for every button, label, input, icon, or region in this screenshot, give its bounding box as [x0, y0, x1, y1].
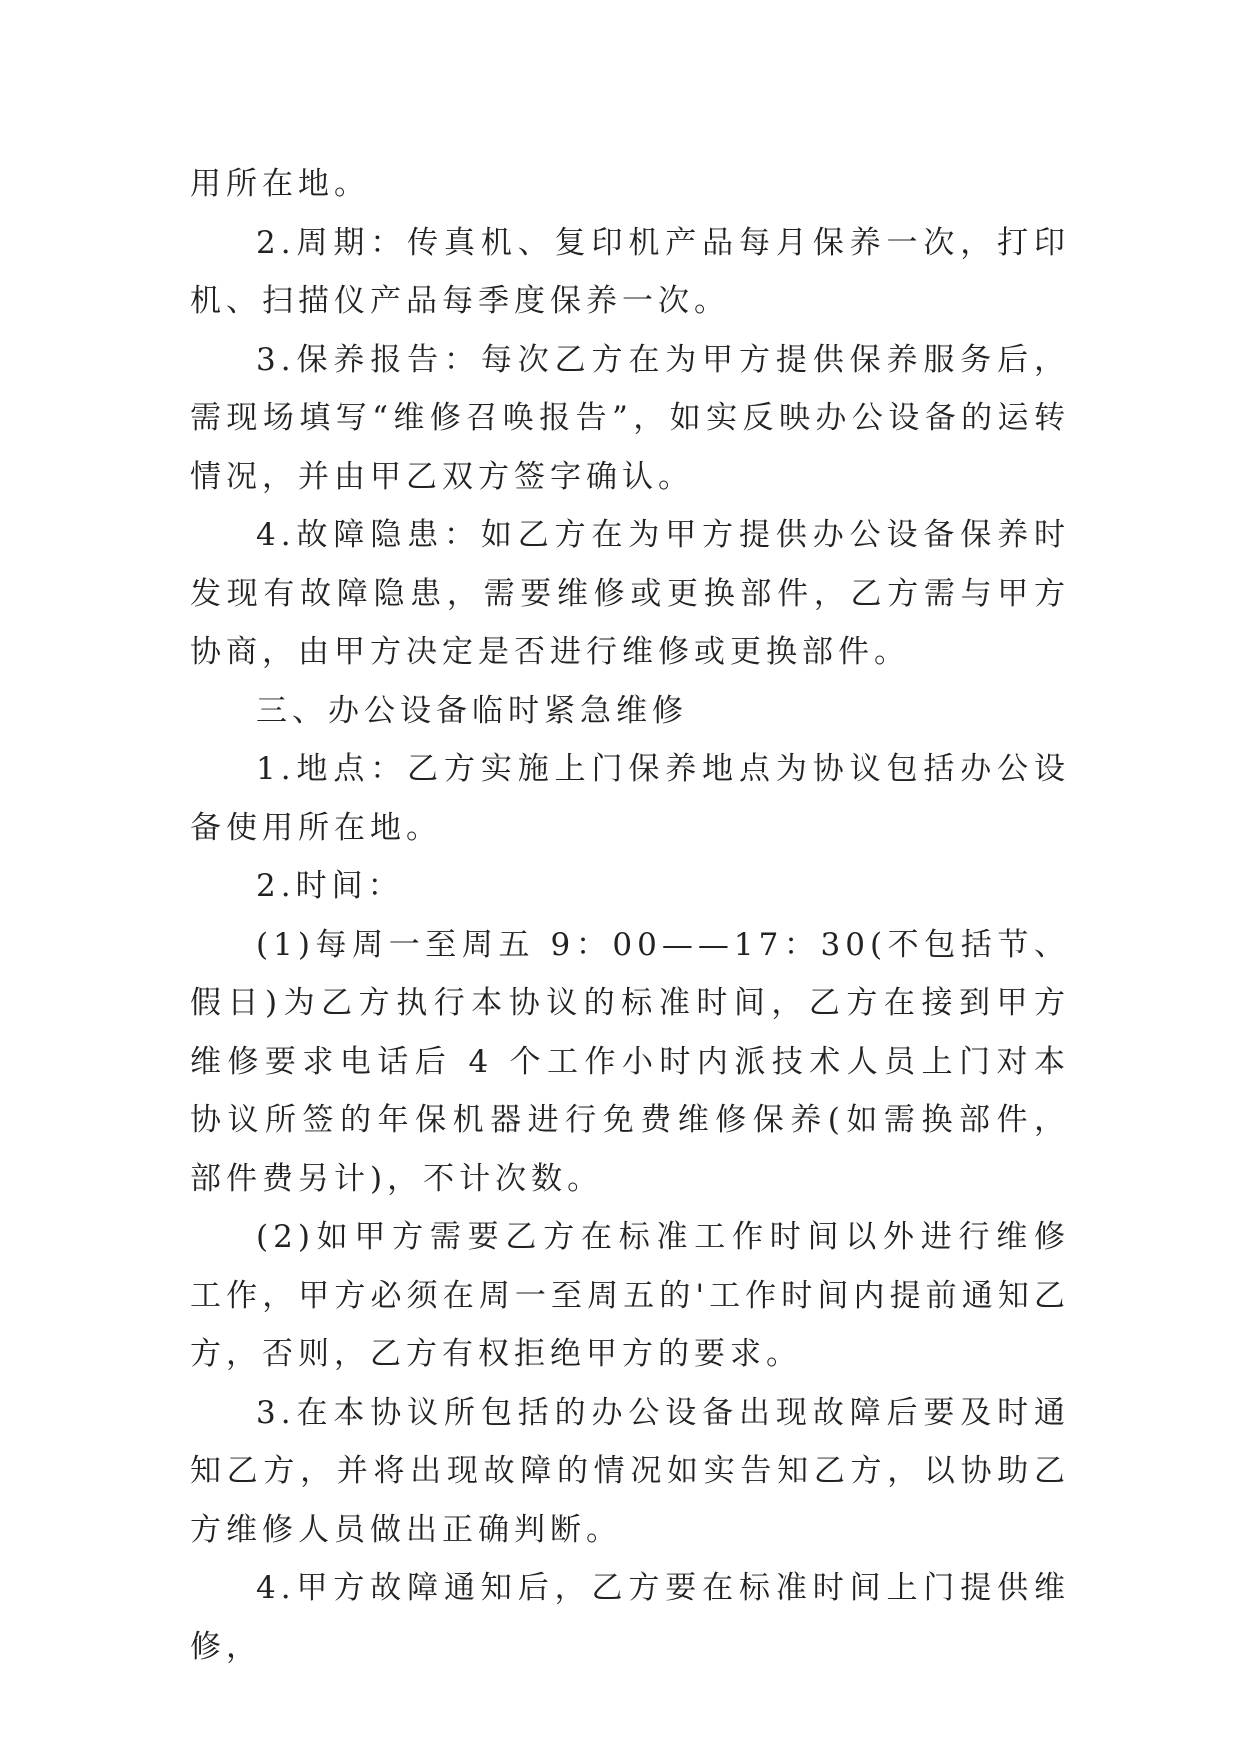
paragraph-fault-hazard: 4.故障隐患：如乙方在为甲方提供办公设备保养时发现有故障隐患，需要维修或更换部件，乙方需与甲方协商，由甲方决定是否进行维修或更换部件。: [190, 517, 1070, 670]
paragraph-onsite-repair: 4.甲方故障通知后，乙方要在标准时间上门提供维修，: [190, 1570, 1070, 1665]
paragraph-off-hours: (2)如甲方需要乙方在标准工作时间以外进行维修工作，甲方必须在周一至周五的'工作时间内提前通知乙方，否则，乙方有权拒绝甲方的要求。: [190, 1219, 1070, 1372]
document-body: [190, 155, 1070, 1676]
paragraph-fault-notification: 3.在本协议所包括的办公设备出现故障后要及时通知乙方，并将出现故障的情况如实告知乙方，以协助乙方维修人员做出正确判断。: [190, 1394, 1070, 1548]
paragraph-time-heading: 2.时间：: [256, 868, 404, 904]
section-heading-emergency-repair: 三、办公设备临时紧急维修: [256, 692, 688, 729]
paragraph-maintenance-cycle: 2.周期：传真机、复印机产品每月保养一次，打印机、扫描仪产品每季度保养一次。: [190, 224, 1070, 319]
paragraph-maintenance-report: 3.保养报告：每次乙方在为甲方提供保养服务后，需现场填写“维修召唤报告”，如实反映办公设备的运转情况，并由甲乙双方签字确认。: [190, 341, 1070, 495]
paragraph-continuation: 用所在地。: [190, 166, 370, 202]
paragraph-standard-hours: (1)每周一至周五 9：00——17：30(不包括节、假日)为乙方执行本协议的标准时间，乙方在接到甲方维修要求电话后 4 个工作小时内派技术人员上门对本协议所签的年保机器进行免费维修保养(如需换部件，部件费另计)，不计次数。: [190, 926, 1070, 1197]
paragraph-location: 1.地点：乙方实施上门保养地点为协议包括办公设备使用所在地。: [190, 751, 1070, 846]
